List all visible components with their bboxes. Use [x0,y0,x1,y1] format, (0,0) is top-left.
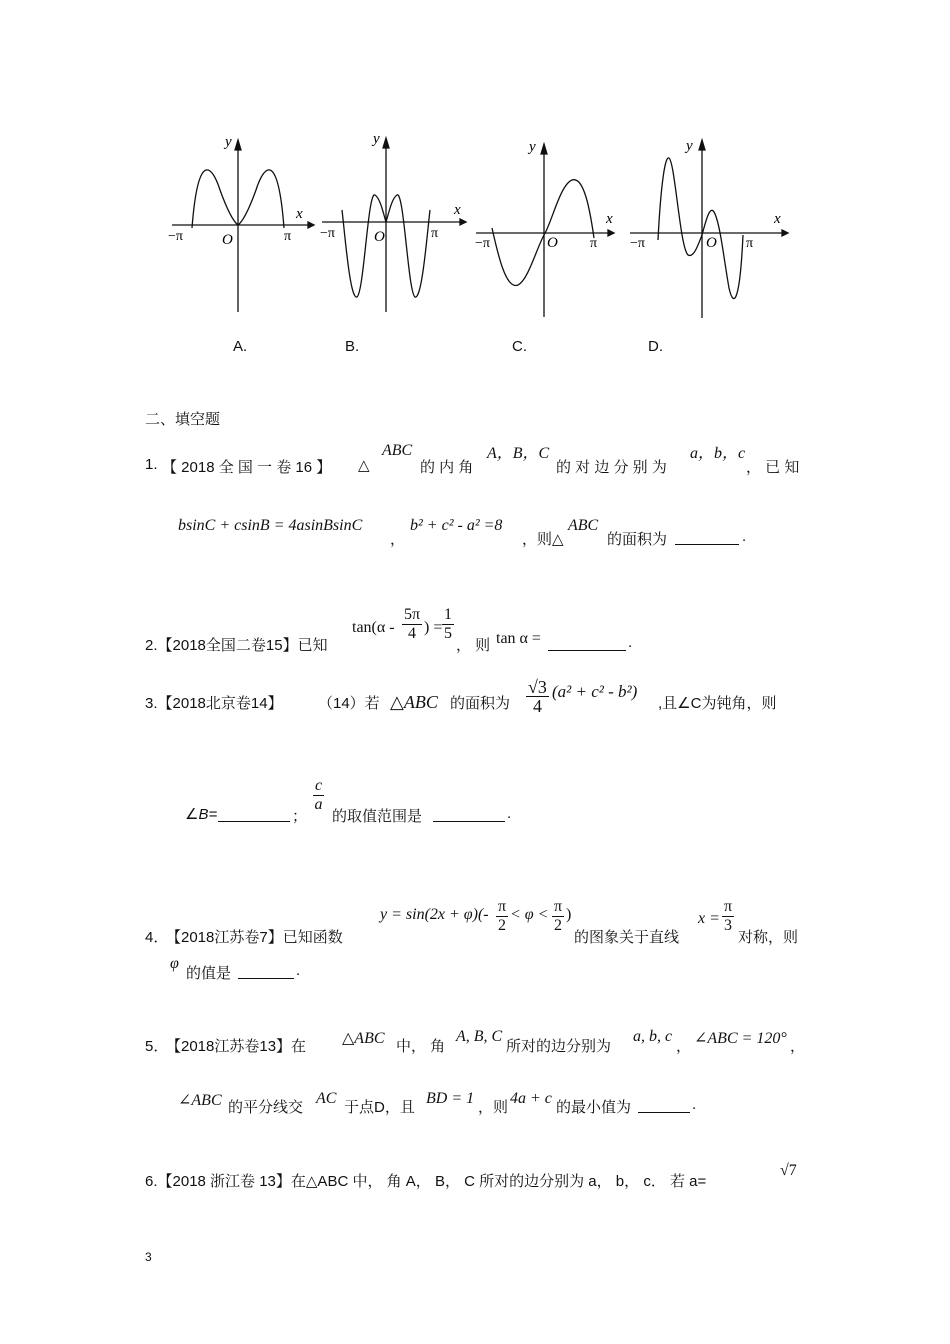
q4-lt: < φ < [510,906,549,923]
graph-b-neg-pi: −π [320,226,335,241]
q1-end: . [742,528,747,545]
q5-expression: 4a + c [510,1090,552,1107]
graph-d [630,140,788,318]
q2-frac-num: 5π [404,606,421,623]
graph-c-pi: π [590,236,598,251]
option-d-label: D. [648,338,663,355]
graph-a [172,140,314,312]
graph-c-y-label: y [529,139,536,155]
q4-function: y = sin(2x + φ)(- [380,906,489,923]
page-number: 3 [145,1250,152,1264]
q6-root: √7 [780,1162,797,1179]
q5-bisector-angle: ∠ABC [178,1092,222,1109]
graph-a-y-label: y [225,134,232,150]
q5-angles: A, B, C [456,1028,503,1045]
q5-text-3: ， [676,1038,692,1055]
q2-tan: tan(α - [352,619,395,636]
q3-text-4: 的取值范围是 [332,808,423,825]
q5-text-4: ， [790,1038,806,1055]
q4-close: ) [566,906,572,923]
q3-ratio-a: a [314,796,323,813]
q3-answer-blank-2[interactable] [433,807,505,822]
q2-tan-alpha: tan α = [496,630,541,647]
q3-text-1: （14）若 [318,695,380,712]
q1-text-1: 的 内 角 [420,459,474,476]
q1-number: 1. [145,456,158,473]
q1-answer-blank[interactable] [675,530,739,545]
graph-a-pi: π [284,229,292,244]
q2-result-den: 5 [444,625,452,642]
option-b-label: B. [345,338,360,355]
q5-answer-blank[interactable] [638,1098,690,1113]
q5-sides: a, b, c [633,1028,673,1045]
q4-upper-pi: π [554,898,563,915]
graph-b-origin-label: O [374,229,385,245]
q4-number: 4． [145,929,169,946]
q4-lower-bound [496,898,508,935]
q5-end: . [692,1096,697,1113]
q5-text-2: 所对的边分别为 [506,1038,612,1055]
graph-b-y-label: y [373,131,380,147]
q2-fraction [402,606,422,643]
graph-b-pi: π [431,226,439,241]
graph-d-y-label: y [686,138,693,154]
q5-triangle: △ABC [342,1030,385,1047]
graph-c-x-label: x [606,211,613,227]
section-title: 二、填空题 [145,411,221,428]
q4-upper-bound [552,898,564,935]
q3-ratio [313,777,324,814]
q3-den: 4 [532,696,542,716]
graph-c-neg-pi: −π [475,236,490,251]
q2-answer-blank[interactable] [548,636,626,651]
q5-text-1: 中， 角 [396,1038,446,1055]
graph-b-x-label: x [454,202,461,218]
q5-ac: AC [316,1090,337,1107]
graph-a-neg-pi: −π [168,229,183,244]
q3-text-2: 的面积为 [450,695,511,712]
q3-tag: 3.【2018北京卷14】 [145,695,283,712]
graph-a-x-label: x [296,206,303,222]
q1-text-3: ， 已 知 [746,459,800,476]
q4-pi3-num: π [724,898,733,915]
q2-result-num: 1 [444,606,452,623]
q1-triangle: △ [358,457,370,474]
q1-comma: ， [390,531,406,548]
graph-d-origin-label: O [706,235,717,251]
q3-fraction [526,678,549,715]
option-c-label: C. [512,338,527,355]
q4-pi-third [722,898,734,935]
q5-text-8: 的最小值为 [556,1099,632,1116]
graph-b [322,138,466,312]
graph-d-x-label: x [774,211,781,227]
q5-text-6: 于点D，且 [344,1099,415,1116]
q5-bd: BD = 1 [426,1090,475,1107]
q1-text-5: 的面积为 [607,531,668,548]
q2-tag: 2.【2018全国二卷15】已知 [145,637,328,654]
q2-text-1: ， 则 [456,637,491,654]
q1-abc: ABC [382,442,413,459]
q4-x-eq: x = [698,910,720,927]
q3-angle-b: ∠B= [185,806,218,823]
q3-paren: (a² + c² - b²) [552,682,638,701]
option-a-label: A. [233,338,248,355]
q4-lower-two: 2 [498,917,507,934]
q2-end: . [628,634,633,651]
q5-text-7: ，则 [478,1099,509,1116]
q2-result [442,606,454,643]
graph-c-origin-label: O [547,235,558,251]
q4-answer-blank[interactable] [238,964,294,979]
q1-sides: a，b，c [690,445,746,462]
q1-abc-2: ABC [568,517,599,534]
q1-tag: 【 2018 全 国 一 卷 16 】 [162,459,332,476]
function-graphs [0,120,950,330]
q4-upper-two: 2 [554,917,563,934]
graph-d-neg-pi: −π [630,236,645,251]
q4-end: . [296,962,301,979]
q5-tag: 【2018江苏卷13】在 [166,1038,307,1055]
q1-text-4: ，则△ [522,531,564,548]
q4-text-1: 的图象关于直线 [574,929,680,946]
q2-eq: ) = [424,619,443,636]
q3-triangle: △ABC [390,692,438,712]
q3-end: . [507,805,512,822]
q1-equation-2: b² + c² - a² =8 [410,517,503,534]
q4-tag: 【2018江苏卷7】已知函数 [166,929,343,946]
q4-phi: φ [170,955,179,972]
q1-equation-1: bsinC + csinB = 4asinBsinC [178,517,363,534]
q5-number: 5． [145,1038,169,1055]
q4-text-3: 的值是 [186,965,232,982]
q2-frac-den: 4 [408,625,417,642]
q5-text-5: 的平分线交 [228,1099,304,1116]
q3-root: √3 [528,677,547,697]
q1-text-2: 的 对 边 分 别 为 [556,459,667,476]
q4-text-2: 对称，则 [738,929,799,946]
graph-c [476,144,614,317]
graph-d-pi: π [746,236,754,251]
q1-angles: A，B，C [487,445,550,462]
graph-a-origin-label: O [222,232,233,248]
q4-pi3-den: 3 [724,917,733,934]
q4-lower-pi: π [498,898,507,915]
q6-text: 6.【2018 浙江卷 13】在△ABC 中， 角 A， B， C 所对的边分别为 a， b， c． 若 a= [145,1173,707,1190]
q3-text-3: ,且∠C为钝角，则 [658,695,777,712]
q3-semicolon: ； [292,808,308,825]
q3-ratio-c: c [315,777,323,794]
q3-answer-blank-1[interactable] [218,807,290,822]
q5-angle: ∠ABC = 120° [694,1030,787,1047]
